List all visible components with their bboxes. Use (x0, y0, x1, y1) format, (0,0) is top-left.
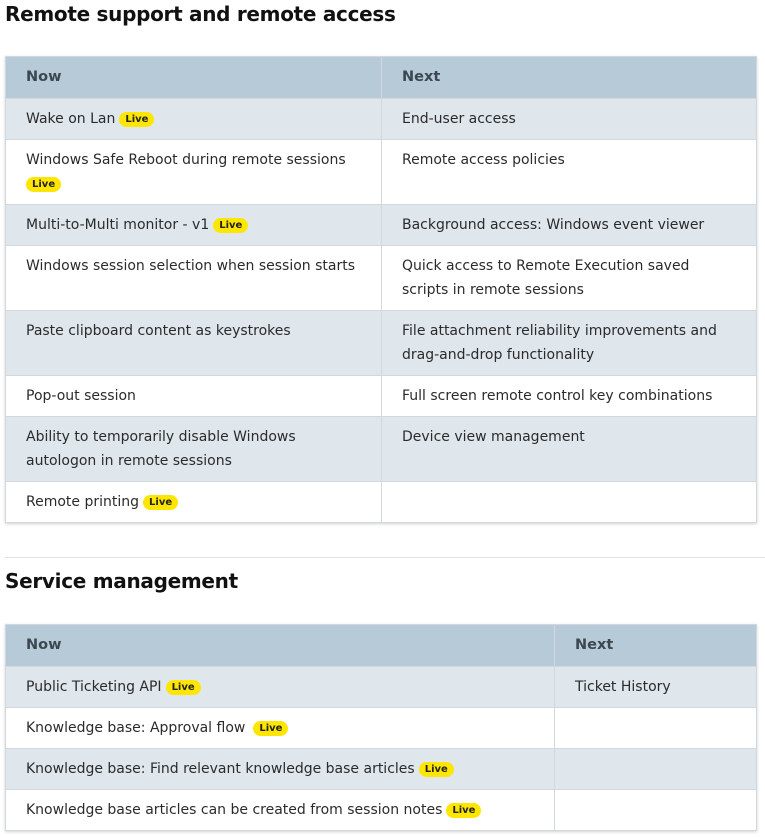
now-text: Wake on Lan (26, 111, 116, 127)
section-divider (5, 557, 765, 558)
next-cell: Quick access to Remote Execution saved scripts in remote sessions (382, 246, 757, 311)
now-cell: Ability to temporarily disable Windows autologon in remote sessions (6, 417, 382, 482)
live-badge: Live (419, 762, 454, 777)
table-header-row (6, 625, 757, 667)
next-cell: Ticket History (555, 667, 757, 708)
table-row (6, 205, 757, 246)
column-header-now: Now (6, 625, 555, 667)
table-row (6, 790, 757, 831)
now-cell: Pop-out session (6, 376, 382, 417)
next-cell: Full screen remote control key combinations (382, 376, 757, 417)
now-text: Knowledge base: Find relevant knowledge base articles (26, 761, 415, 777)
now-text: Public Ticketing API (26, 679, 162, 695)
now-cell (6, 99, 382, 140)
remote-support-table (5, 56, 757, 523)
section-title-service-management: Service management (5, 569, 238, 593)
next-cell: Remote access policies (382, 140, 757, 205)
table-row (6, 667, 757, 708)
table-row (6, 482, 757, 523)
live-badge: Live (446, 803, 481, 818)
next-cell: Background access: Windows event viewer (382, 205, 757, 246)
table-row (6, 417, 757, 482)
now-text: Knowledge base: Approval flow (26, 720, 246, 736)
table-header-row (6, 57, 757, 99)
live-badge: Live (253, 721, 288, 736)
column-header-next: Next (555, 625, 757, 667)
now-text: Windows Safe Reboot during remote sessions (26, 152, 346, 168)
now-cell (6, 140, 382, 205)
service-management-table (5, 624, 757, 831)
table-row (6, 708, 757, 749)
live-badge: Live (143, 495, 178, 510)
now-text: Knowledge base articles can be created from session notes (26, 802, 443, 818)
next-cell: Device view management (382, 417, 757, 482)
table-row (6, 376, 757, 417)
now-cell (6, 749, 555, 790)
now-text: Remote printing (26, 494, 140, 510)
now-cell: Paste clipboard content as keystrokes (6, 311, 382, 376)
table-row (6, 749, 757, 790)
now-cell (6, 667, 555, 708)
next-cell (555, 790, 757, 831)
table-row (6, 99, 757, 140)
now-cell (6, 790, 555, 831)
live-badge: Live (119, 112, 154, 127)
column-header-now: Now (6, 57, 382, 99)
now-cell: Windows session selection when session starts (6, 246, 382, 311)
section-title-remote-support: Remote support and remote access (5, 2, 396, 26)
now-cell (6, 708, 555, 749)
now-cell (6, 205, 382, 246)
table-row (6, 311, 757, 376)
now-text: Multi-to-Multi monitor - v1 (26, 217, 210, 233)
next-cell (382, 482, 757, 523)
column-header-next: Next (382, 57, 757, 99)
next-cell: End-user access (382, 99, 757, 140)
next-cell (555, 708, 757, 749)
live-badge: Live (166, 680, 201, 695)
table-row (6, 246, 757, 311)
now-cell (6, 482, 382, 523)
live-badge: Live (26, 177, 61, 192)
next-cell (555, 749, 757, 790)
table-row (6, 140, 757, 205)
live-badge: Live (213, 218, 248, 233)
next-cell: File attachment reliability improvements and drag-and-drop functionality (382, 311, 757, 376)
